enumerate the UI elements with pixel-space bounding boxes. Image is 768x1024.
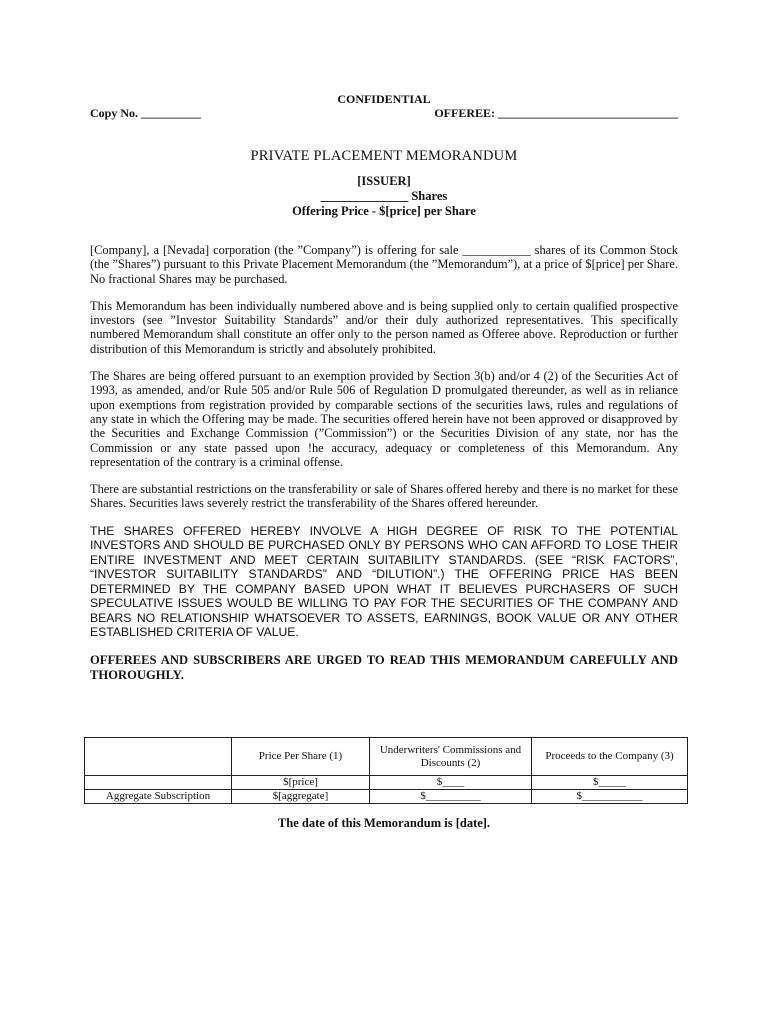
table-cell: $___________ — [532, 790, 688, 804]
copy-offeree-row — [90, 105, 678, 121]
table-cell: $__________ — [370, 790, 532, 804]
confidential-heading: CONFIDENTIAL — [337, 92, 431, 106]
risk-paragraph: THE SHARES OFFERED HEREBY INVOLVE A HIGH DEGREE OF RISK TO THE POTENTIAL INVESTORS AND SHOULD BE PURCHASED ONLY BY PERSONS WHO CAN AFFORD TO LOSE THEIR ENTIRE INVESTMENT AND MEET CERTAIN SUITABILITY STANDARDS. (SEE “RISK FACTORS”, “INVESTOR SUITABILITY STANDARDS” AND “DILUTION”.) THE OFFERING PRICE HAS BEEN DETERMINED BY THE COMPANY BASED UPON WHAT IT BELIEVES PURCHASERS OF SUCH SPECULATIVE ISSUES WOULD BE WILLING TO PAY FOR THE SECURITIES OF THE COMPANY AND BEARS NO RELATIONSHIP WHATSOEVER TO ASSETS, EARNINGS, BOOK VALUE OR ANY OTHER ESTABLISHED CRITERIA OF VALUE. — [90, 523, 678, 640]
offering-paragraph: [Company], a [Nevada] corporation (the ”Company”) is offering for sale ___________ shares of its Common Stock (the ”Shares”) pursuant to this Private Placement Memorandum (the ”Memorandum”), at a price of $[price] per Share. No fractional Shares may be purchased. — [90, 243, 678, 286]
table-cell: $____ — [370, 776, 532, 790]
restrictions-paragraph: There are substantial restrictions on the transferability or sale of Shares offered hereby and there is no market for these Shares. Securities laws severely restrict the transferability of the Shares offered hereunder. — [90, 482, 678, 511]
table-header-cell — [85, 738, 232, 776]
table-header-row — [85, 738, 688, 776]
table-row — [85, 776, 688, 790]
table-header-cell: Price Per Share (1) — [232, 738, 370, 776]
exemption-paragraph: The Shares are being offered pursuant to an exemption provided by Section 3(b) and/or 4 (2) of the Securities Act of 1993, as amended, and/or Rule 505 and/or Rule 506 of Regulation D promulgated thereunder, as well as in reliance upon exemptions from registration provided by comparable sections of the securities laws, rules and regulations of any state in which the Offering may be made. The securities offered herein have not been approved or disapproved by the Securities and Exchange Commission (”Commission”) or the Securities Division of any state, nor has the Commission or any state passed upon !he accuracy, adequacy or completeness of this Memorandum. Any representation of the contrary is a criminal offense. — [90, 369, 678, 469]
table-cell: $[price] — [232, 776, 370, 790]
numbered-memorandum-paragraph: This Memorandum has been individually numbered above and is being supplied only to certain qualified prospective investors (see ”Investor Suitability Standards” and/or their duly authorized representatives. This specifically numbered Memorandum shall constitute an offer only to the person named as Offeree above. Reproduction or further distribution of this Memorandum is strictly and absolutely prohibited. — [90, 298, 678, 356]
table-cell: Aggregate Subscription — [85, 790, 232, 804]
memorandum-page — [90, 92, 678, 683]
copy-number: Copy No. __________ — [90, 106, 202, 120]
offeree-line: OFFEREE: ______________________________ — [434, 106, 678, 120]
offering-table — [84, 737, 688, 804]
table-cell: $_____ — [532, 776, 688, 790]
memorandum-date: The date of this Memorandum is [date]. — [277, 816, 491, 830]
urge-paragraph: OFFEREES AND SUBSCRIBERS ARE URGED TO READ THIS MEMORANDUM CAREFULLY AND THOROUGHLY. — [90, 652, 678, 682]
table-header-cell: Underwriters' Commissions and Discounts (2) — [370, 738, 532, 776]
document-title: PRIVATE PLACEMENT MEMORANDUM — [250, 148, 518, 164]
table-cell: $[aggregate] — [232, 790, 370, 804]
offering-price: Offering Price - $[price] per Share — [292, 204, 476, 218]
issuer-name: [ISSUER] — [357, 174, 411, 188]
shares-line: ______________ Shares — [320, 189, 448, 203]
table-row — [85, 790, 688, 804]
table-cell — [85, 776, 232, 790]
table-header-cell: Proceeds to the Company (3) — [532, 738, 688, 776]
